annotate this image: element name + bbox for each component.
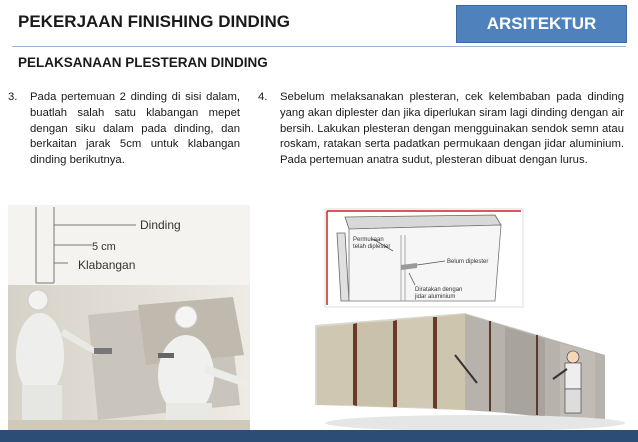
category-badge: ARSITEKTUR <box>456 5 627 43</box>
label-diratakan: Diratakan dengan <box>415 287 463 293</box>
step-4-number: 4. <box>258 91 268 103</box>
photo-worker-plastering-illustration <box>8 205 250 435</box>
page-title: PEKERJAAN FINISHING DINDING <box>18 12 291 31</box>
title-divider <box>12 46 626 47</box>
label-klabangan: Klabangan <box>78 258 136 272</box>
step-3 <box>8 90 240 190</box>
label-jidar-aluminium: jidar aluminium <box>415 294 456 300</box>
figure-wall-plastering <box>305 205 635 435</box>
label-permukaan: Permukaan <box>353 237 384 243</box>
figure-wall-plastering-illustration <box>305 205 635 435</box>
step-4 <box>258 90 624 190</box>
photo-worker-plastering <box>8 205 250 435</box>
step-3-text: Pada pertemuan 2 dinding di sisi dalam, buatlah salah satu klabangan mepet dengan siku dalam pada dinding, dan berkaitan jarak 5cm untuk klabangan dinding berikutnya. <box>30 91 240 167</box>
footer-bar <box>0 430 638 442</box>
label-telah-diplester: telah diplester <box>353 244 391 250</box>
label-dinding: Dinding <box>140 218 181 232</box>
step-3-number: 3. <box>8 91 18 103</box>
section-subtitle: PELAKSANAAN PLESTERAN DINDING <box>18 55 268 70</box>
step-4-text: Sebelum melaksanakan plesteran, cek kelembaban pada dinding yang akan diplester dan jika diperlukan siram lagi dinding dengan air bersih. Lakukan plesteran dengan mengguinakan sendok semn atau roskam, ratakan serta padatkan permukaan dengan jidar aluminium. Pada pertemuan anatra sudut, plesteran dibuat dengan lurus. <box>280 91 624 167</box>
label-jarak-5cm: 5 cm <box>92 241 116 253</box>
label-belum-diplester: Belum diplester <box>447 259 489 265</box>
